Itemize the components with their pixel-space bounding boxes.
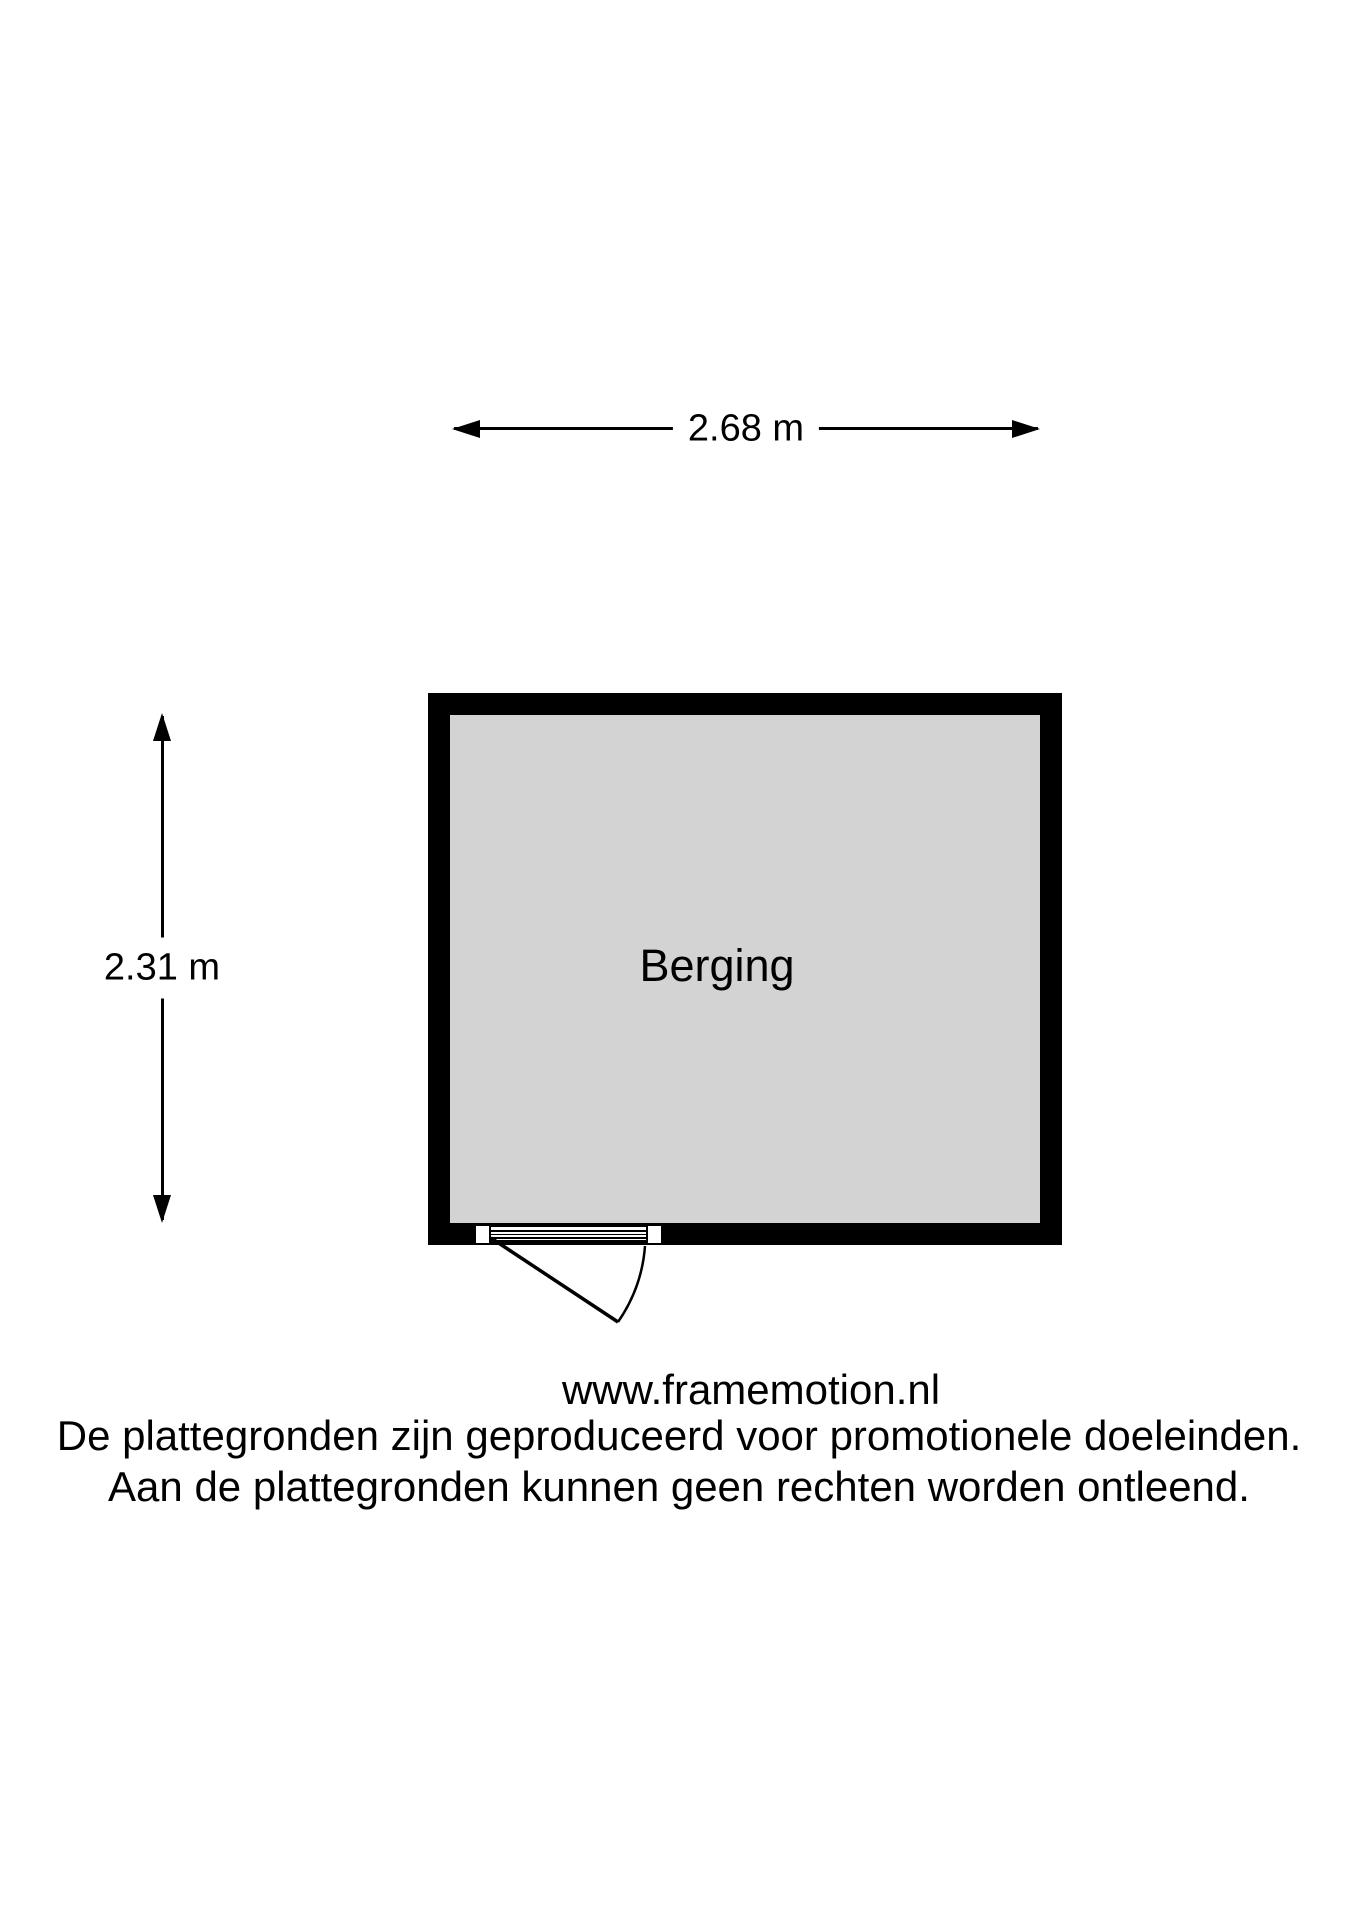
website-url: www.framemotion.nl [561, 1366, 941, 1413]
disclaimer-line-1: De plattegronden zijn geproduceerd voor promotionele doeleinden. [56, 1412, 1302, 1459]
room-label: Berging [639, 940, 795, 991]
door-swing-icon [470, 1230, 690, 1340]
height-dimension-label: 2.31 m [102, 938, 222, 999]
door-arc [618, 1246, 645, 1322]
arrow-right-icon [1012, 420, 1040, 438]
width-dimension-label: 2.68 m [673, 406, 819, 453]
arrow-left-icon [452, 420, 480, 438]
arrow-up-icon [153, 713, 171, 741]
door-leaf [491, 1238, 618, 1322]
arrow-down-icon [153, 1195, 171, 1223]
disclaimer-line-2: Aan de plattegronden kunnen geen rechten worden ontleend. [108, 1463, 1250, 1510]
